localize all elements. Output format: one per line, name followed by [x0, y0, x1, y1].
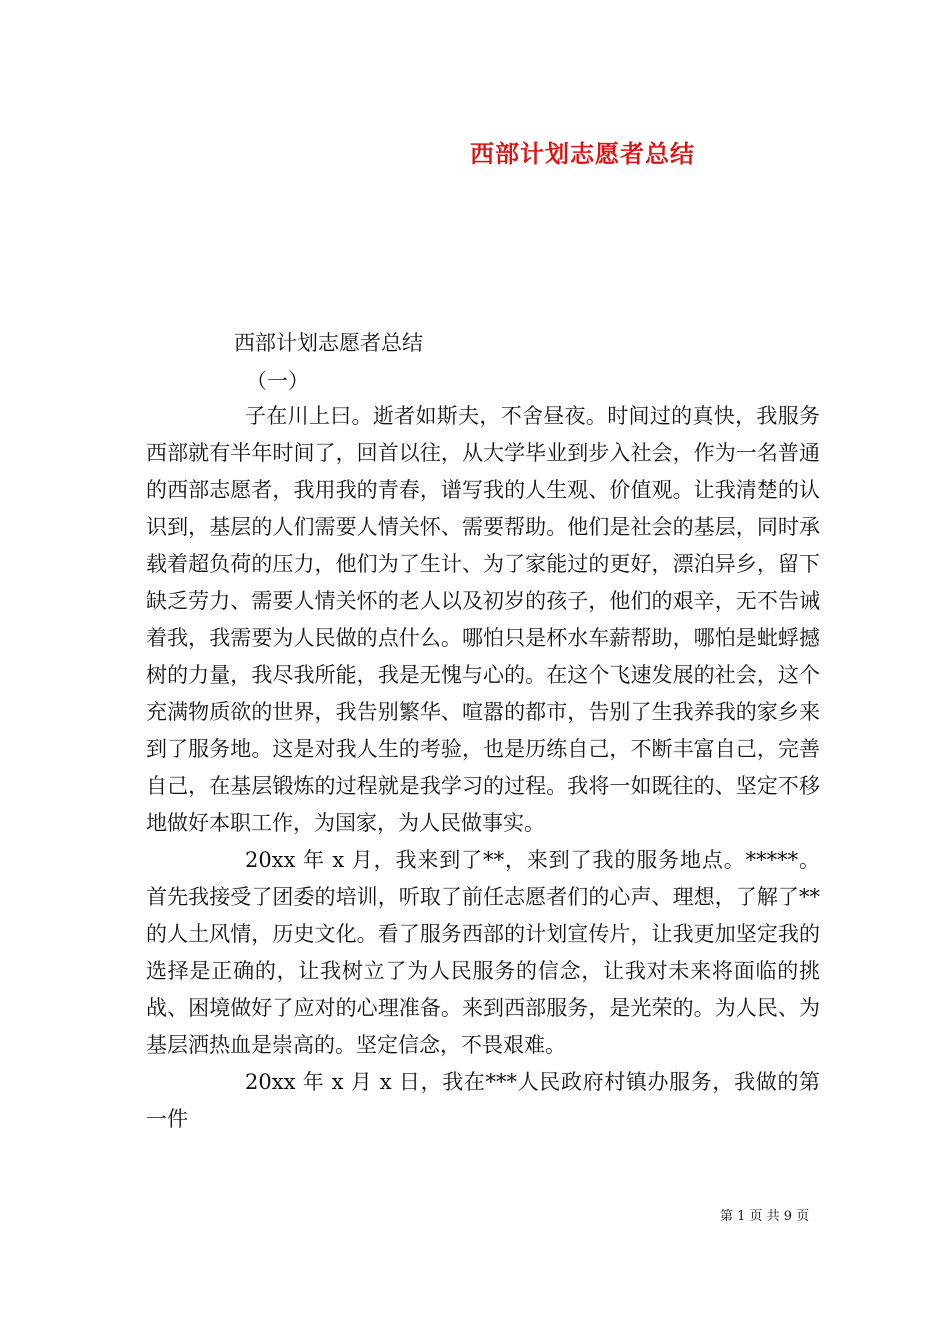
- document-body: [146, 398, 820, 1138]
- paragraph: 子在川上曰。逝者如斯夫，不舍昼夜。时间过的真快，我服务西部就有半年时间了，回首以往，从大学毕业到步入社会，作为一名普通的西部志愿者，我用我的青春，谱写我的人生观、价值观。让我清楚的认识到，基层的人们需要人情关怀、需要帮助。他们是社会的基层，同时承载着超负荷的压力，他们为了生计、为了家能过的更好，漂泊异乡，留下缺乏劳力、需要人情关怀的老人以及初岁的孩子，他们的艰辛，无不告诫着我，我需要为人民做的点什么。哪怕只是杯水车薪帮助，哪怕是蚍蜉撼树的力量，我尽我所能，我是无愧与心的。在这个飞速发展的社会，这个充满物质欲的世界，我告别繁华、喧嚣的都市，告别了生我养我的家乡来到了服务地。这是对我人生的考验，也是历练自己，不断丰富自己，完善自己，在基层锻炼的过程就是我学习的过程。我将一如既往的、坚定不移地做好本职工作，为国家，为人民做事实。: [146, 404, 820, 835]
- paragraph: 20xx 年 x 月，我来到了**，来到了我的服务地点。*****。首先我接受了团委的培训，听取了前任志愿者们的心声、理想，了解了**的人土风情，历史文化。看了服务西部的计划宣传片，让我更加坚定我的选择是正确的，让我树立了为人民服务的信念，让我对未来将面临的挑战、困境做好了应对的心理准备。来到西部服务，是光荣的。为人民、为基层洒热血是崇高的。坚定信念，不畏艰难。: [146, 848, 820, 1057]
- header-title: 西部计划志愿者总结: [470, 139, 695, 168]
- section-mark: （一）: [246, 369, 309, 393]
- document-title: 西部计划志愿者总结: [234, 331, 423, 355]
- page-footer: 第 1 页 共 9 页: [720, 1209, 810, 1224]
- paragraph: 20xx 年 x 月 x 日，我在***人民政府村镇办服务，我做的第一件: [146, 1070, 820, 1131]
